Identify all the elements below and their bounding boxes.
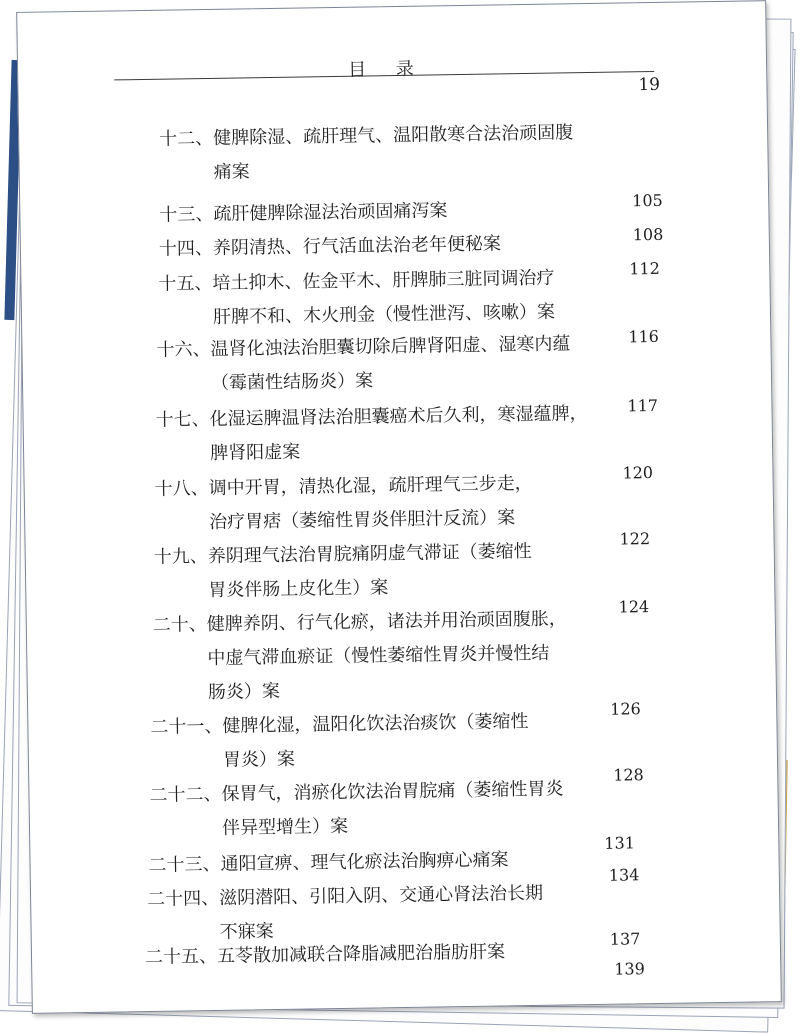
- toc-entry-19: 十九、养阴理气法治胃脘痛阴虚气滞证（萎缩性 胃炎伴肠上皮化生）案: [153, 540, 532, 602]
- page-ref: 124: [618, 597, 650, 617]
- page-ref: 105: [632, 190, 663, 211]
- toc-entry-23: 二十三、通阳宣痹、理气化瘀法治胸痹心痛案: [148, 849, 509, 876]
- page-ref: 117: [627, 395, 659, 416]
- page-ref: 116: [628, 326, 660, 347]
- page-ref: 139: [614, 959, 645, 979]
- toc-entry-22: 二十二、保胃气，消瘀化饮法治胃脘痛（萎缩性胃炎 伴异型增生）案: [149, 778, 564, 839]
- page-ref: 126: [610, 699, 641, 719]
- header-title: 目 录: [347, 58, 427, 81]
- toc-entry-15: 十五、培土抑木、佐金平木、肝脾肺三脏同调治疗 肝脾不和、木火刑金（慢性泄泻、咳嗽）案: [158, 267, 556, 328]
- page-ref: 122: [619, 529, 651, 549]
- page-ref: 134: [608, 865, 640, 885]
- toc-page: [16, 0, 782, 1014]
- toc-entry-25: 二十五、五苓散加减联合降脂减肥治脂肪肝案: [144, 941, 506, 969]
- page-ref: 108: [632, 224, 664, 245]
- toc-entry-13: 十三、疏肝健脾除湿法治顽固痛泻案: [159, 200, 448, 226]
- toc-entry-18: 十八、调中开胃，清热化湿，疏肝理气三步走， 治疗胃痞（萎缩性胃炎伴胆汁反流）案: [154, 472, 533, 533]
- toc-entry-17: 十七、化湿运脾温肾法治胆囊癌术后久利，寒湿蕴脾， 脾肾阳虚案: [155, 403, 588, 464]
- toc-entry-12: 十二、健脾除湿、疏肝理气、温阳散寒合法治顽固腹 痛案: [159, 122, 574, 183]
- page-number: 19: [638, 74, 661, 96]
- page-ref: 131: [604, 833, 636, 853]
- page-ref: 137: [609, 929, 641, 949]
- toc-entry-21: 二十一、健脾化湿，温阳化饮法治痰饮（萎缩性 胃炎）案: [150, 710, 529, 771]
- toc-entry-14: 十四、养阴清热、行气活血法治老年便秘案: [158, 233, 502, 260]
- toc-entry-20: 二十、健脾养阴、行气化瘀，诸法并用治顽固腹胀， 中虚气滞血瘀证（慢性萎缩性胃炎并慢性结 肠炎）案: [152, 608, 567, 704]
- page-ref: 128: [613, 765, 644, 785]
- page-ref: 120: [622, 463, 654, 483]
- toc-entry-16: 十六、温肾化浊法治胆囊切除后脾肾阳虚、湿寒内蕴 （霉菌性结肠炎）案: [156, 333, 571, 394]
- toc-entry-24: 二十四、滋阴潜阳、引阳入阴、交通心肾法治长期 不寐案: [146, 882, 544, 943]
- page-ref: 112: [629, 258, 660, 279]
